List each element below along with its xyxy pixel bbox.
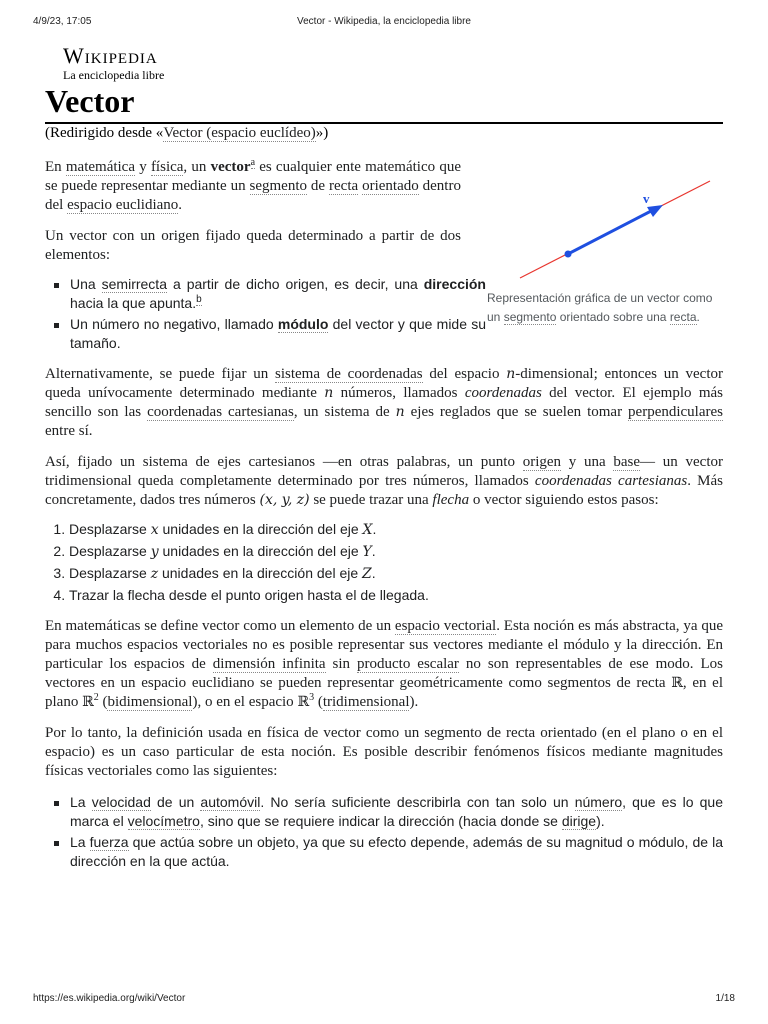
link-producto-escalar[interactable]: producto escalar — [357, 656, 459, 672]
paragraph-cartesian: Así, fijado un sistema de ejes cartesianos —en otras palabras, un punto origen y una base— un vector tridimensional queda completamente determinado por tres números, llamados coordenadas cartesianas. Más concretamente, dados tres números (x, y, z) se puede trazar una flecha o vector siguiendo estos pasos: — [45, 454, 724, 508]
link-velocidad[interactable]: velocidad — [91, 794, 151, 810]
math-n: n — [324, 385, 334, 401]
link-velocimetro[interactable]: velocímetro — [127, 813, 200, 829]
link-dirige[interactable]: dirige — [561, 813, 597, 829]
paragraph-origin: Un vector con un origen fijado queda determinado a partir de dos elementos: — [45, 228, 461, 263]
link-matematica[interactable]: matemática — [65, 159, 136, 175]
list-physics-examples — [45, 793, 723, 871]
list-item: La fuerza que actúa sobre un objeto, ya que su efecto depende, además de su magnitud o módulo, de la dirección en la que actúa. — [70, 834, 723, 869]
note-a[interactable]: a — [250, 157, 256, 168]
link-tridimensional[interactable]: tridimensional — [322, 694, 410, 710]
article-content — [45, 158, 723, 873]
logo-tagline: La enciclopedia libre — [63, 68, 165, 82]
list-elements — [45, 275, 486, 353]
link-espacio-vectorial[interactable]: espacio vectorial — [394, 618, 497, 634]
vector-label: v — [643, 191, 650, 206]
caption-text-2: orientado sobre una — [556, 310, 670, 324]
print-date: 4/9/23, 17:05 — [33, 16, 92, 27]
redirect-prefix: (Redirigido desde « — [45, 125, 164, 141]
link-numero[interactable]: número — [574, 794, 623, 810]
link-origen[interactable]: origen — [522, 454, 562, 470]
step-item: 1. Desplazarse x unidades en la dirección del eje X. — [69, 520, 723, 540]
caption-link-segmento[interactable]: segmento — [503, 310, 557, 324]
math-n: n — [506, 366, 516, 382]
link-base[interactable]: base — [613, 454, 641, 470]
wikipedia-logo[interactable] — [63, 44, 164, 83]
list-item: Una semirrecta a partir de dicho origen, es decir, una dirección hacia la que apunta.$^b$ — [70, 276, 486, 311]
link-perpendiculares[interactable]: perpendiculares — [628, 404, 723, 420]
print-page-number: 1/18 — [715, 993, 735, 1004]
paragraph-intro: En matemática y física, un vector$^a$ es cualquier ente matemático que se puede representar mediante un segmento de recta orientado dentro del espacio euclidiano. — [45, 157, 461, 213]
paragraph-coordinates: Alternativamente, se puede fijar un sistema de coordenadas del espacio n-dimensional; entonces un vector queda unívocamente determinado mediante n números, llamados coordenadas del vector. El ejemplo más sencillo son las coordenadas cartesianas, un sistema de n ejes reglados que se suelen tomar perpendiculares entre sí. — [45, 366, 723, 439]
redirect-suffix: ») — [315, 125, 329, 141]
link-coordenadas-cartesianas[interactable]: coordenadas cartesianas — [147, 404, 294, 420]
link-fisica[interactable]: física — [150, 159, 184, 175]
math-n: n — [395, 404, 405, 420]
list-item: La velocidad de un automóvil. No sería suficiente describirla con tan solo un número, que es lo que marca el velocímetro, sino que se requiere indicar la dirección (hacia donde se dirige). — [70, 794, 723, 829]
link-modulo[interactable]: módulo — [277, 316, 329, 332]
redirect-note — [45, 125, 328, 142]
link-segmento[interactable]: segmento — [249, 178, 308, 194]
print-url: https://es.wikipedia.org/wiki/Vector — [33, 993, 186, 1004]
link-sistema-coordenadas[interactable]: sistema de coordenadas — [274, 366, 423, 382]
link-bidimensional[interactable]: bidimensional — [107, 694, 193, 710]
steps-list — [45, 520, 723, 605]
paragraph-vector-space: En matemáticas se define vector como un elemento de un espacio vectorial. Esta noción es más abstracta, ya que para muchos espacios vectoriales no es posible representar sus vectores mediante el módulo y la dirección. En particular los espacios de dimensión infinita sin producto escalar no son representables de ese modo. Los vectores en un espacio euclidiano se pueden representar geométricamente como segmentos de recta ℝ, en el plano ℝ$^2$ (bidimensional), o en el espacio ℝ$^3$ (tridimensional). — [45, 618, 724, 710]
link-espacio-euclidiano[interactable]: espacio euclidiano — [67, 197, 179, 213]
caption-text-1: Representación gráfica de un vector como un — [487, 291, 713, 324]
step-item: 2. Desplazarse y unidades en la dirección del eje Y. — [69, 542, 723, 562]
print-title: Vector - Wikipedia, la enciclopedia libre — [297, 16, 471, 27]
step-item: 4. Trazar la flecha desde el punto origen hasta el de llegada. — [69, 586, 723, 605]
term-direccion: dirección — [423, 276, 486, 292]
link-dimension-infinita[interactable]: dimensión infinita — [212, 656, 326, 672]
caption-link-recta[interactable]: recta — [669, 310, 697, 324]
page-title: Vector — [45, 82, 723, 124]
list-item: Un número no negativo, llamado módulo del vector y que mide su tamaño. — [70, 316, 487, 351]
link-automovil[interactable]: automóvil — [200, 794, 261, 810]
note-b[interactable]: b — [196, 294, 202, 306]
redirect-link[interactable]: Vector (espacio euclídeo) — [163, 125, 316, 141]
link-fuerza[interactable]: fuerza — [89, 834, 129, 850]
link-orientado[interactable]: orientado — [362, 178, 419, 194]
logo-wordmark: Wikipedia — [63, 43, 158, 68]
paragraph-physics: Por lo tanto, la definición usada en física de vector como un segmento de recta orientado (en el plano o en el espacio) es un caso particular de esta noción. Es posible describir fenómenos físicos mediante magnitudes físicas vectoriales como las siguientes: — [45, 725, 723, 779]
step-item: 3. Desplazarse z unidades en la dirección del eje Z. — [69, 564, 723, 584]
caption-text-3: . — [696, 310, 700, 324]
term-vector: vector — [210, 159, 251, 175]
math-xyz: (x, y, z) — [259, 492, 310, 508]
link-semirrecta[interactable]: semirrecta — [101, 276, 167, 292]
link-recta[interactable]: recta — [329, 178, 359, 194]
